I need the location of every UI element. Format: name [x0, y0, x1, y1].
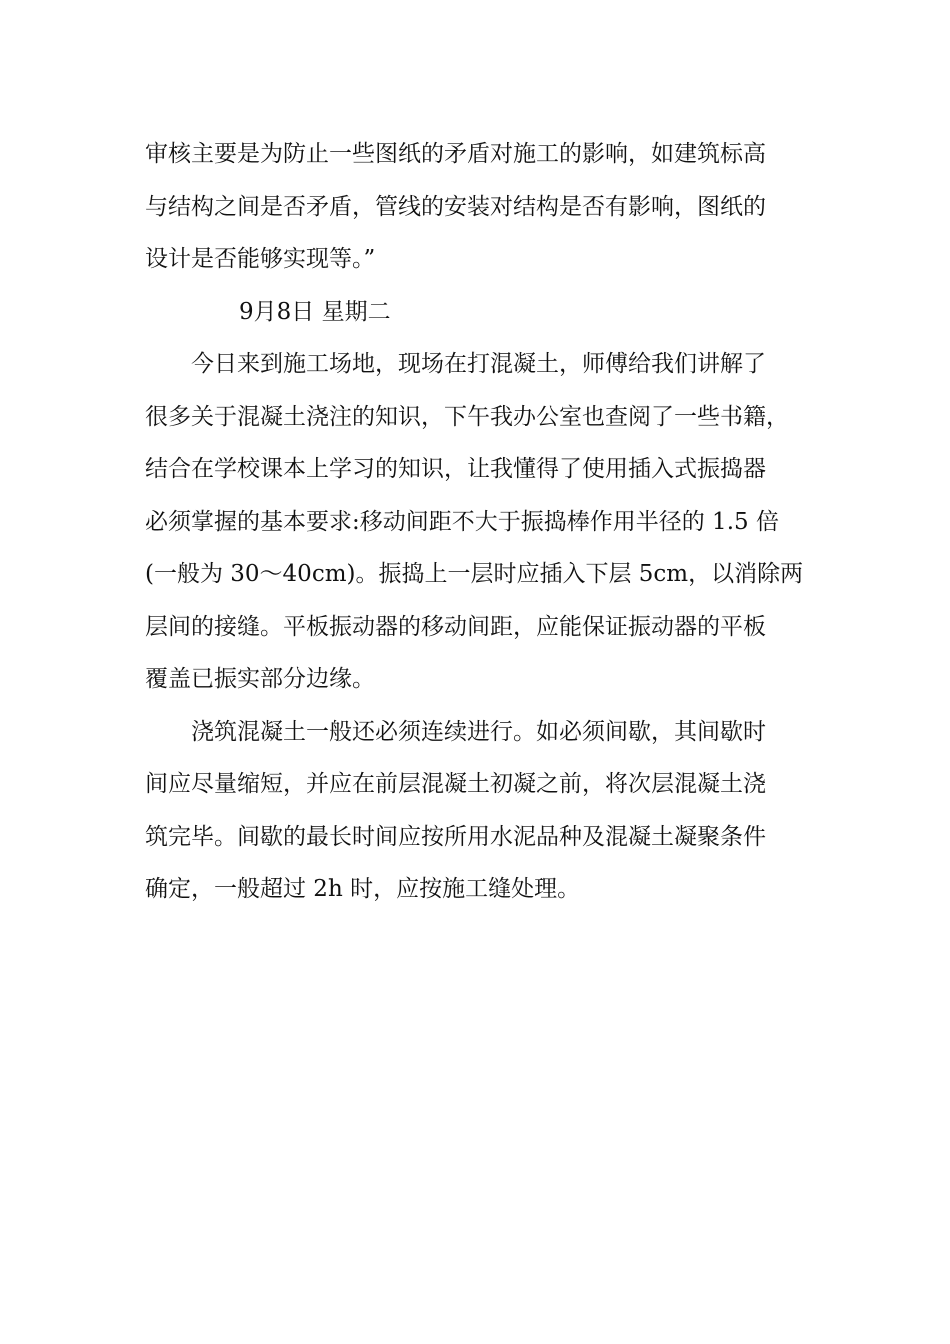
document-body	[145, 128, 810, 916]
text-line: 间应尽量缩短，并应在前层混凝土初凝之前，将次层混凝土浇	[145, 771, 766, 797]
text-line: 审核主要是为防止一些图纸的矛盾对施工的影响，如建筑标高	[145, 141, 766, 167]
paragraph-continuous-pouring	[145, 706, 810, 916]
text-line: 今日来到施工场地，现场在打混凝土，师傅给我们讲解了	[191, 351, 766, 377]
text-line: 确定，一般超过 2h 时，应按施工缝处理。	[145, 876, 581, 902]
text-line: 与结构之间是否矛盾，管线的安装对结构是否有影响，图纸的	[145, 193, 766, 220]
paragraph-drawing-review	[145, 128, 810, 286]
paragraph-vibrator-requirements	[145, 338, 810, 706]
text-line: 很多关于混凝土浇注的知识，下午我办公室也查阅了一些书籍，	[145, 403, 789, 430]
text-line: 必须掌握的基本要求:移动间距不大于振捣棒作用半径的 1.5 倍	[145, 508, 779, 535]
text-line: (一般为 30～40cm)。振捣上一层时应插入下层 5cm，以消除两	[145, 561, 804, 587]
text-line: 层间的接缝。平板振动器的移动间距，应能保证振动器的平板	[145, 613, 766, 640]
diary-date-heading	[145, 286, 810, 339]
text-line: 覆盖已振实部分边缘。	[145, 666, 375, 692]
text-line: 结合在学校课本上学习的知识，让我懂得了使用插入式振捣器	[145, 456, 766, 482]
text-line: 浇筑混凝土一般还必须连续进行。如必须间歇，其间歇时	[191, 718, 766, 745]
text-line: 筑完毕。间歇的最长时间应按所用水泥品种及混凝土凝聚条件	[145, 823, 766, 850]
date-line: 9月8日 星期二	[239, 298, 391, 325]
text-line: 设计是否能够实现等。”	[145, 246, 376, 272]
